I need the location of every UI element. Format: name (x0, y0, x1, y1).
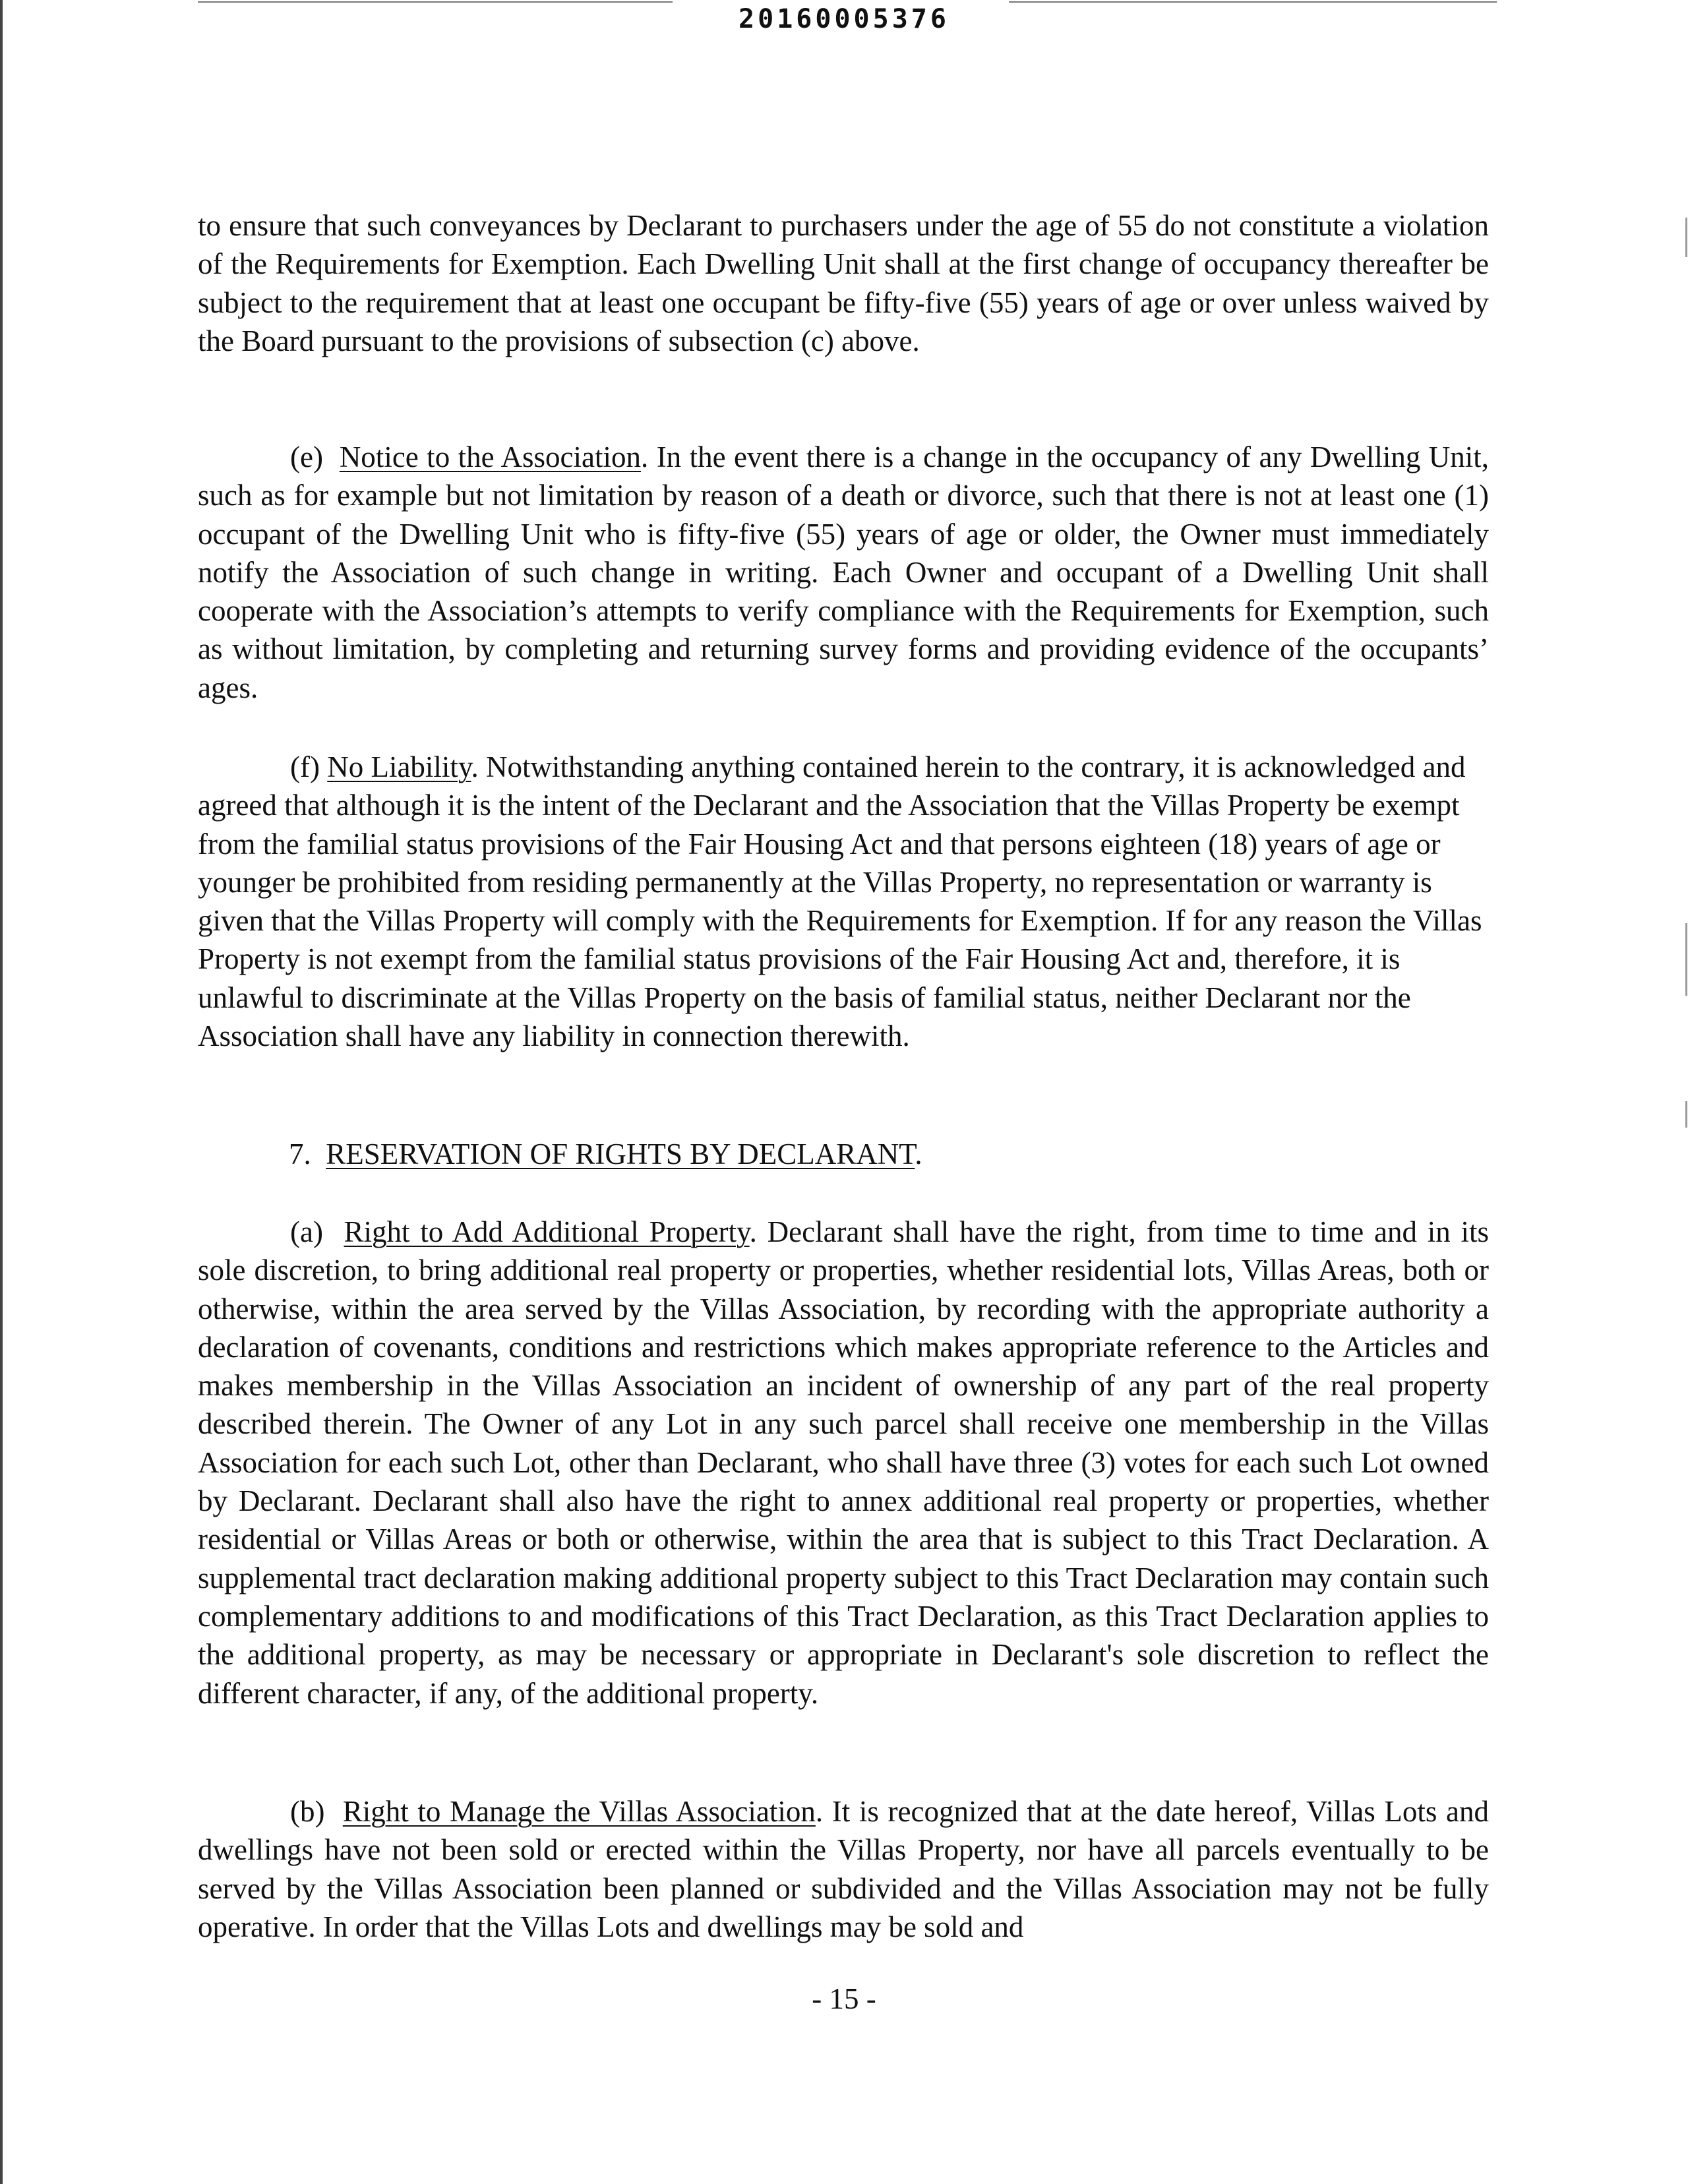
paragraph-text: . Declarant shall have the right, from time to time and in its sole discretion, to bring additional real property or properties, whether residential lots, Villas Areas, both or otherwise, within the area served by the Villas Association, by recording with the appropriate authority a declaration of covenants, conditions and restrictions which makes appropriate reference to the Articles and makes membership in the Villas Association an incident of ownership of any part of the real property described therein. The Owner of any Lot in any such parcel shall receive one membership in the Villas Association for each such Lot, other than Declarant, who shall have three (3) votes for each such Lot owned by Declarant. Declarant shall also have the right to annex additional real property or properties, whether residential or Villas Areas or both or otherwise, within the area that is subject to this Tract Declaration. A supplemental tract declaration making additional property subject to this Tract Declaration may contain such complementary additions to and modifications of this Tract Declaration, as this Tract Declaration applies to the additional property, as may be necessary or appropriate in Declarant's sole discretion to reflect the different character, if any, of the additional property. (198, 1215, 1489, 1710)
paragraph-notice-to-association (198, 438, 1489, 707)
paragraph-right-to-manage (198, 1792, 1489, 1946)
page-number: - 15 - (812, 1982, 876, 2015)
scan-right-mark (1685, 923, 1687, 996)
paragraph-heading: No Liability (327, 750, 471, 783)
paragraph-continuation (198, 206, 1489, 360)
paragraph-heading: Right to Manage the Villas Association (342, 1795, 816, 1828)
section-heading-reservation-of-rights (198, 1135, 1489, 1173)
paragraph-label: (b) (290, 1795, 325, 1828)
paragraph-text: . It is recognized that at the date hereof, Villas Lots and dwellings have not been sold or erected within the Villas Property, nor have all parcels eventually to be served by the Villas Association been planned or subdivided and the Villas Association may not be fully operative. In order that the Villas Lots and dwellings may be sold and (198, 1795, 1489, 1943)
paragraph-text: to ensure that such conveyances by Declarant to purchasers under the age of 55 do not constitute a violation of the Requirements for Exemption. Each Dwelling Unit shall at the first change of occupancy thereafter be subject to the requirement that at least one occupant be fifty-five (55) years of age or over unless waived by the Board pursuant to the provisions of subsection (c) above. (198, 209, 1489, 357)
paragraph-no-liability (198, 748, 1489, 1055)
scan-right-mark (1685, 218, 1687, 257)
section-number: 7. (289, 1138, 311, 1170)
scan-top-rule-left (198, 1, 673, 3)
scan-left-edge (0, 0, 3, 2184)
paragraph-label: (a) (290, 1215, 323, 1248)
paragraph-right-to-add-property (198, 1213, 1489, 1713)
scan-top-rule-right (1009, 1, 1497, 3)
scan-right-mark (1685, 1101, 1687, 1128)
paragraph-heading: Notice to the Association (339, 440, 642, 473)
document-number: 20160005376 (738, 4, 950, 34)
section-title: RESERVATION OF RIGHTS BY DECLARANT (326, 1138, 915, 1170)
section-title-period: . (915, 1138, 922, 1170)
paragraph-label: (f) (290, 750, 320, 783)
paragraph-label: (e) (290, 440, 323, 473)
paragraph-text: . In the event there is a change in the occupancy of any Dwelling Unit, such as for example but not limitation by reason of a death or divorce, such that there is not at least one (1) occupant of the Dwelling Unit who is fifty-five (55) years of age or older, the Owner must immediately notify the Association of such change in writing. Each Owner and occupant of a Dwelling Unit shall cooperate with the Association’s attempts to verify compliance with the Requirements for Exemption, such as without limitation, by completing and returning survey forms and providing evidence of the occupants’ ages. (198, 440, 1490, 704)
paragraph-heading: Right to Add Additional Property (344, 1215, 750, 1248)
paragraph-text: . Notwithstanding anything contained herein to the contrary, it is acknowledged and agreed that although it is the intent of the Declarant and the Association that the Villas Property be exempt from the familial status provisions of the Fair Housing Act and that persons eighteen (18) years of age or younger be prohibited from residing permanently at the Villas Property, no representation or warranty is given that the Villas Property will comply with the Requirements for Exemption. If for any reason the Villas Property is not exempt from the familial status provisions of the Fair Housing Act and, therefore, it is unlawful to discriminate at the Villas Property on the basis of familial status, neither Declarant nor the Association shall have any liability in connection therewith. (198, 750, 1482, 1053)
